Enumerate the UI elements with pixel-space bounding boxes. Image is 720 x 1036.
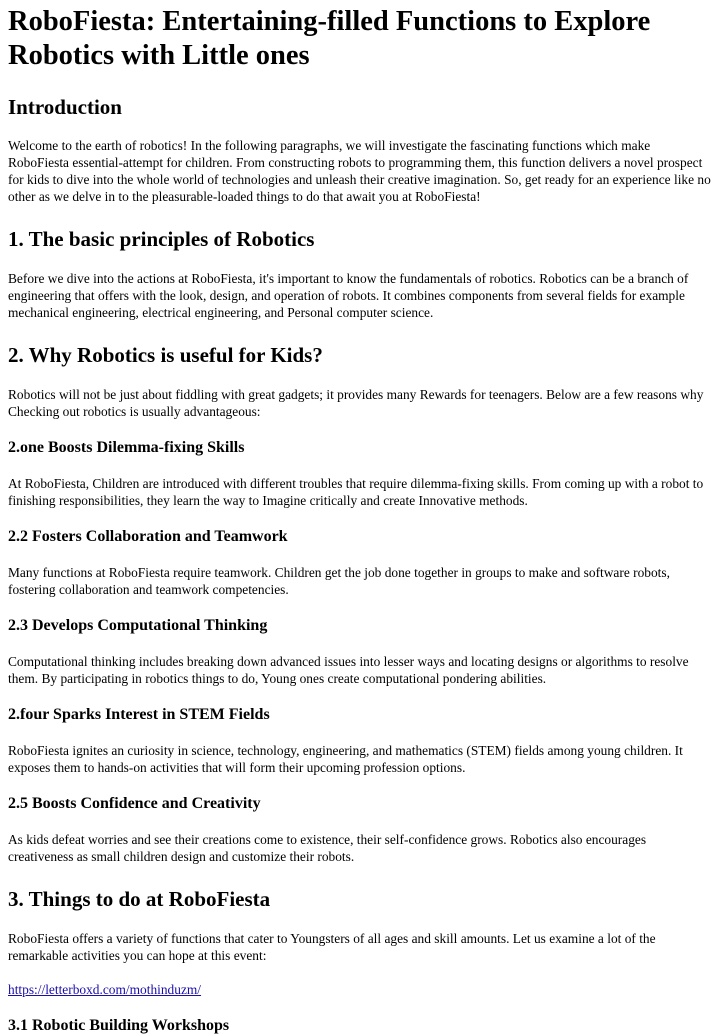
- section-3-paragraph: RoboFiesta offers a variety of functions that cater to Youngsters of all ages and skill amounts. Let us examine a lot of the remarkable activities you can hope at this event:: [8, 931, 656, 963]
- intro-paragraph: Welcome to the earth of robotics! In the following paragraphs, we will investigate the fascinating functions which make RoboFiesta essential-attempt for children. From constructing robots to programming them, this function delivers a novel prospect for kids to dive into the whole world of technologies and unleash their creative imagination. So, get ready for an experience like no other as we delve in to the pleasurable-loaded things to do that await you at RoboFiesta!: [8, 138, 711, 204]
- section-1-paragraph: Before we dive into the actions at RoboFiesta, it's important to know the fundamentals of robotics. Robotics can be a branch of engineering that offers with the look, design, and operation of robots. It combines components from several fields for example mechanical engineering, electrical engineering, and Personal computer science.: [8, 271, 689, 320]
- section-2-paragraph: Robotics will not be just about fiddling with great gadgets; it provides many Rewards for teenagers. Below are a few reasons why Checking out robotics is usually advantageous:: [8, 387, 704, 419]
- document-page: [0, 5, 712, 1036]
- subsection-2-1-paragraph: At RoboFiesta, Children are introduced with different troubles that require dilemma-fixing skills. From coming up with a robot to finishing responsibilities, they learn the way to Imagine critically and create Innovative methods.: [8, 476, 704, 508]
- subsection-2-2-paragraph: Many functions at RoboFiesta require teamwork. Children get the job done together in groups to make and software robots, fostering collaboration and teamwork competencies.: [8, 565, 670, 597]
- link-paragraph: [8, 981, 712, 998]
- subsection-2-4-heading: 2.four Sparks Interest in STEM Fields: [8, 706, 270, 723]
- subsection-2-2-heading: 2.2 Fosters Collaboration and Teamwork: [8, 528, 288, 545]
- subsection-2-5-heading: 2.5 Boosts Confidence and Creativity: [8, 795, 261, 812]
- intro-heading: Introduction: [8, 95, 122, 119]
- subsection-2-3-paragraph: Computational thinking includes breaking down advanced issues into lesser ways and locating designs or algorithms to resolve them. By participating in robotics things to do, Young ones create computational pondering abilities.: [8, 654, 689, 686]
- page-title: RoboFiesta: Entertaining-filled Functions to Explore Robotics with Little ones: [8, 6, 651, 71]
- section-1-heading: 1. The basic principles of Robotics: [8, 227, 315, 251]
- external-link[interactable]: https://letterboxd.com/mothinduzm/: [8, 982, 202, 997]
- subsection-2-5-paragraph: As kids defeat worries and see their creations come to existence, their self-confidence grows. Robotics also encourages creativeness as small children design and customize their robots.: [8, 832, 647, 864]
- subsection-2-3-heading: 2.3 Develops Computational Thinking: [8, 617, 268, 634]
- subsection-2-1-heading: 2.one Boosts Dilemma-fixing Skills: [8, 439, 245, 456]
- section-3-heading: 3. Things to do at RoboFiesta: [8, 887, 271, 911]
- subsection-2-4-paragraph: RoboFiesta ignites an curiosity in science, technology, engineering, and mathematics (STEM) fields among young children. It exposes them to hands-on activities that will form their upcoming profession options.: [8, 743, 683, 775]
- section-2-heading: 2. Why Robotics is useful for Kids?: [8, 343, 323, 367]
- subsection-3-1-heading: 3.1 Robotic Building Workshops: [8, 1017, 230, 1034]
